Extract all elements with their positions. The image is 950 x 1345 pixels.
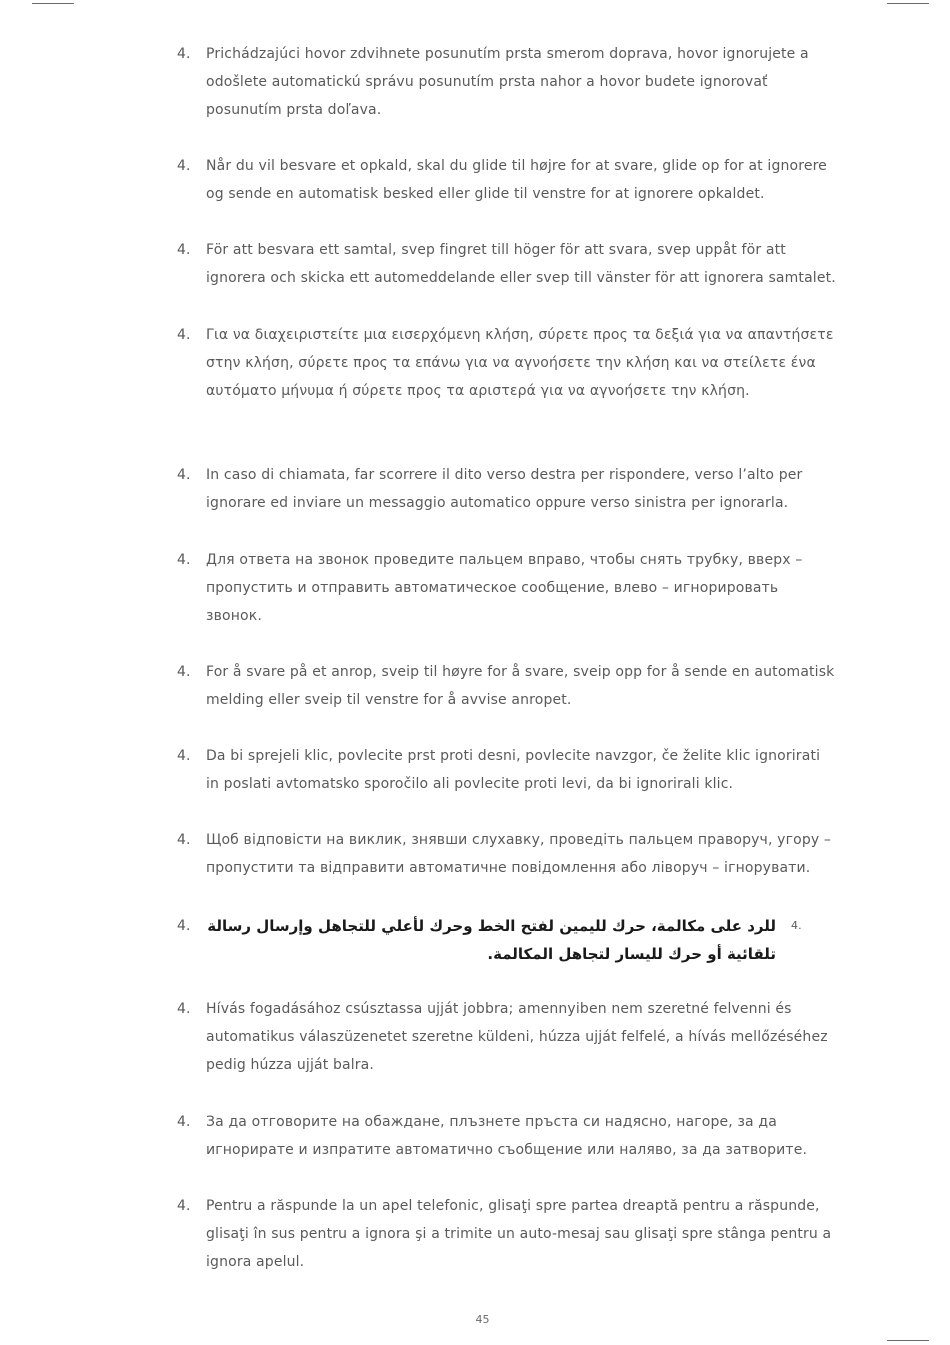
item-number: 4. (177, 832, 191, 848)
instruction-greek (177, 321, 837, 405)
instruction-danish (177, 152, 837, 208)
item-text: Pentru a răspunde la un apel telefonic, glisaţi spre partea dreaptă pentru a răspunde, glisaţi în sus pentru a ignora şi a trimite un auto-mesaj sau glisaţi spre stânga pentru a ignora apelul. (206, 1198, 832, 1270)
instruction-russian (177, 546, 837, 630)
item-number: 4. (177, 552, 191, 568)
item-text: للرد على مكالمة، حرك لليمين لفتح الخط وحرك لأعلي للتجاهل وإرسال رسالة تلقائية أو حرك لليسار لتجاهل المكالمة. (207, 917, 776, 963)
instruction-slovak (177, 40, 837, 124)
instruction-ukrainian (177, 826, 837, 882)
item-number: 4. (177, 467, 191, 483)
crop-mark-top-left (32, 3, 74, 4)
crop-mark-bottom-right (887, 1340, 929, 1341)
item-number: 4. (177, 1198, 191, 1214)
item-text: Prichádzajúci hovor zdvihnete posunutím prsta smerom doprava, hovor ignorujete a odošlete automatickú správu posunutím prsta nahor a hovor budete ignorovať posunutím prsta doľava. (206, 46, 809, 118)
item-text: Щоб відповісти на виклик, знявши слухавку, проведіть пальцем праворуч, угору – пропустити та відправити автоматичне повідомлення або ліворуч – ігнорувати. (206, 832, 832, 876)
item-number-rtl: 4. (791, 919, 802, 932)
instruction-hungarian (177, 995, 837, 1079)
item-text: För att besvara ett samtal, svep fingret till höger för att svara, svep uppåt för att ignorera och skicka ett automeddelande eller svep till vänster för att ignorera samtalet. (206, 242, 836, 286)
page-number: 45 (475, 1313, 490, 1326)
crop-mark-top-right (887, 3, 929, 4)
item-text: Når du vil besvare et opkald, skal du glide til højre for at svare, glide op for at ignorere og sende en automatisk besked eller glide til venstre for at ignorere opkaldet. (206, 158, 827, 202)
instruction-italian (177, 461, 837, 517)
instruction-swedish (177, 236, 837, 292)
item-text: Для ответа на звонок проведите пальцем вправо, чтобы снять трубку, вверх – пропустить и отправить автоматическое сообщение, влево – игнорировать звонок. (206, 552, 803, 624)
item-number: 4. (177, 664, 191, 680)
item-number: 4. (177, 1001, 191, 1017)
item-text: Για να διαχειριστείτε μια εισερχόμενη κλήση, σύρετε προς τα δεξιά για να απαντήσετε στην κλήση, σύρετε προς τα επάνω για να αγνοήσετε την κλήση και να στείλετε ένα αυτόματο μήνυμα ή σύρετε προς τα αριστερά για να αγνοήσετε την κλήση. (206, 327, 834, 399)
item-text: In caso di chiamata, far scorrere il dito verso destra per rispondere, verso l’alto per ignorare ed inviare un messaggio automatico oppure verso sinistra per ignorarla. (206, 467, 803, 511)
item-number: 4. (177, 158, 191, 174)
item-text: Da bi sprejeli klic, povlecite prst proti desni, povlecite navzgor, če želite klic ignorirati in poslati avtomatsko sporočilo ali povlecite proti levi, da bi ignorirali klic. (206, 748, 821, 792)
item-number: 4. (177, 918, 191, 934)
item-text: For å svare på et anrop, sveip til høyre for å svare, sveip opp for å sende en automatisk melding eller sveip til venstre for å avvise anropet. (206, 664, 835, 708)
item-number: 4. (177, 1114, 191, 1130)
instruction-arabic (177, 912, 837, 968)
item-number: 4. (177, 748, 191, 764)
item-number: 4. (177, 242, 191, 258)
instruction-romanian (177, 1192, 837, 1276)
item-number: 4. (177, 327, 191, 343)
item-text: За да отговорите на обаждане, плъзнете пръста си надясно, нагоре, за да игнорирате и изпратите автоматично съобщение или наляво, за да затворите. (206, 1114, 808, 1158)
item-number: 4. (177, 46, 191, 62)
item-text: Hívás fogadásához csúsztassa ujját jobbra; amennyiben nem szeretné felvenni és automatikus válaszüzenetet szeretne küldeni, húzza ujját felfelé, a hívás mellőzéséhez pedig húzza ujját balra. (206, 1001, 828, 1073)
instruction-norwegian (177, 658, 837, 714)
instruction-slovenian (177, 742, 837, 798)
instruction-bulgarian (177, 1108, 837, 1164)
